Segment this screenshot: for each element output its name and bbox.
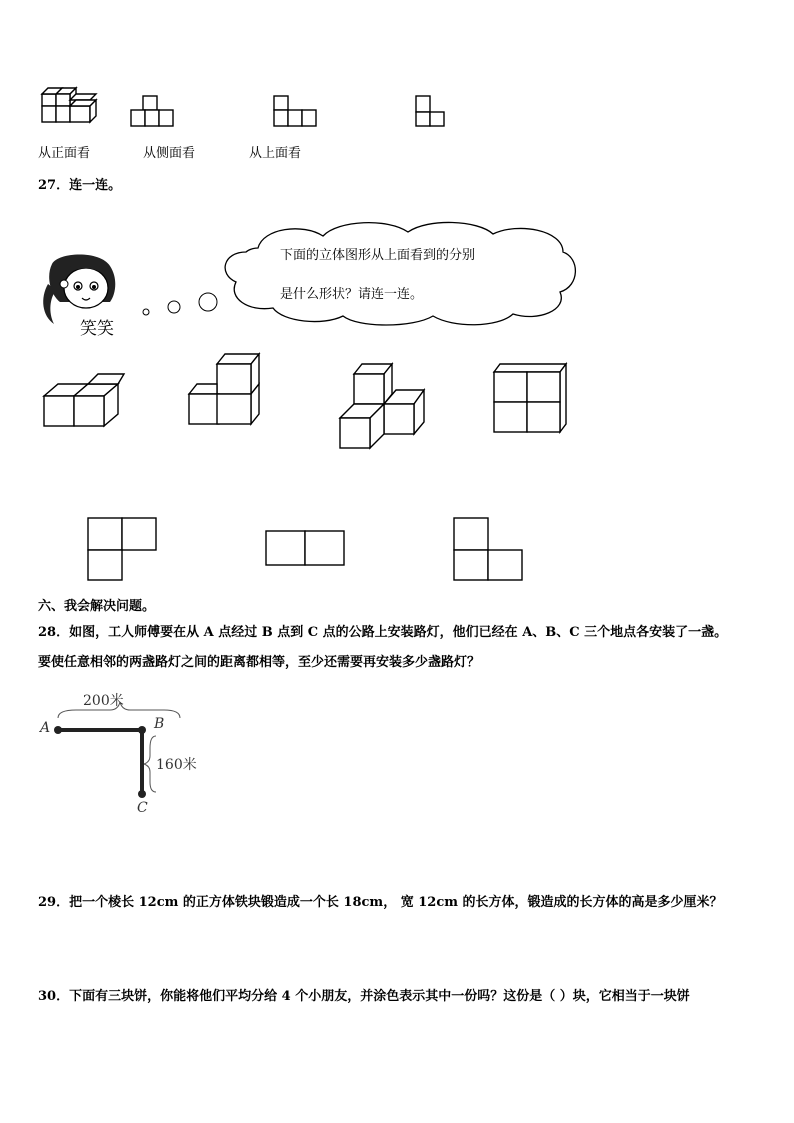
question-29: 29．把一个棱长 12cm 的正方体铁块锻造成一个长 18cm， 宽 12cm 的长方体，锻造成的长方体的高是多少厘米？: [38, 895, 723, 910]
section-6-title: 六、我会解决问题。: [38, 599, 156, 614]
ab-length-label: 200米: [83, 693, 124, 709]
speech-cloud: [218, 218, 580, 328]
top-view-option-2: [264, 529, 348, 569]
road-figure: [36, 686, 216, 818]
question-27-title: 27．连一连。: [38, 178, 122, 193]
point-c-label: C: [137, 800, 148, 816]
front-view-label: 从正面看: [38, 146, 91, 161]
top-view-option-3: [452, 516, 526, 584]
point-a-label: A: [40, 720, 51, 736]
solid-figure-3: [338, 362, 430, 450]
view-figure-top: [414, 94, 450, 130]
question-28-line-2: 要使任意相邻的两盏路灯之间的距离都相等，至少还需要再安装多少盏路灯？: [38, 655, 481, 670]
bubble-line-2: 是什么形状？请连一连。: [280, 287, 424, 302]
point-b-label: B: [154, 716, 165, 732]
thought-circles: [140, 290, 220, 320]
character-name: 笑笑: [80, 319, 114, 339]
solid-figure-2: [187, 352, 267, 428]
bubble-line-1: 下面的立体图形从上面看到的分别: [280, 248, 476, 263]
view-figure-3d: [38, 86, 108, 130]
view-figure-side: [272, 94, 322, 130]
question-28-line-1: 28．如图，工人师傅要在从 A 点经过 B 点到 C 点的公路上安装路灯，他们已经在 A、B、C 三个地点各安装了一盏。: [38, 625, 728, 640]
side-view-label: 从侧面看: [143, 146, 196, 161]
top-view-option-1: [86, 516, 160, 584]
top-view-label: 从上面看: [249, 146, 302, 161]
question-30: 30．下面有三块饼，你能将他们平均分给 4 个小朋友，并涂色表示其中一份吗？这份是（ ）块，它相当于一块饼: [38, 989, 690, 1004]
solid-figure-4: [492, 362, 572, 434]
bc-length-label: 160米: [156, 757, 197, 773]
view-figure-front: [129, 94, 179, 130]
solid-figure-1: [42, 370, 126, 428]
